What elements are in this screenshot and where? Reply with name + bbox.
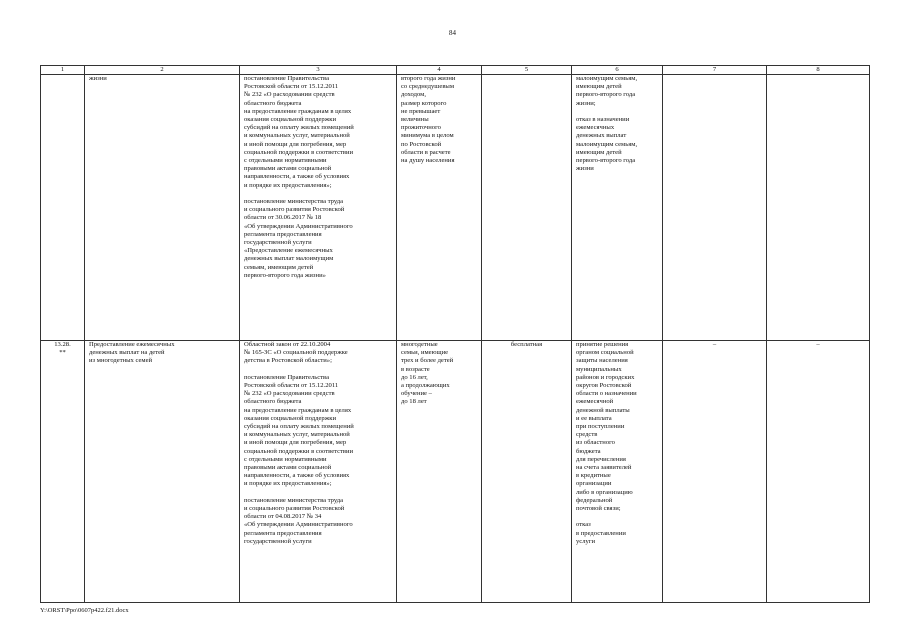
text-line: денежных выплат малоимущим: [244, 255, 334, 263]
text-line: округов Ростовской: [576, 382, 632, 390]
text-line: минимума в целом: [401, 132, 454, 140]
header-cell: 3: [240, 66, 397, 75]
text-line: субсидий на оплату жилых помещений: [244, 423, 354, 431]
text-line: на предоставление гражданам в целях: [244, 107, 352, 115]
text-line: прожиточного: [401, 124, 441, 132]
text-line: в возрасте: [401, 365, 430, 373]
text-line: «Предоставление ежемесячных: [244, 247, 333, 255]
text-line: семьям, имеющим детей: [244, 263, 314, 271]
text-line: направленности, а также об условиях: [244, 173, 350, 181]
text-line: постановление Правительства: [244, 373, 330, 381]
text-line: Областной закон от 22.10.2004: [244, 341, 331, 348]
text-line: –: [712, 341, 717, 348]
text-line: социальной поддержки в соответствии: [244, 148, 354, 156]
text-line: [576, 108, 658, 116]
text-line: для перечисления: [576, 455, 626, 463]
text-line: трех и более детей: [401, 357, 454, 365]
text-line: оказания социальной поддержки: [244, 414, 337, 422]
text-line: первого-второго года: [576, 157, 636, 165]
text-line: № 232 «О расходовании средств: [244, 390, 335, 398]
text-line: Предоставление ежемесячных: [89, 341, 175, 348]
text-line: федеральной: [576, 496, 613, 504]
text-line: «Об утверждении Административного: [244, 222, 353, 230]
text-line: принятие решения: [576, 341, 629, 348]
service-name-cell: [85, 75, 240, 341]
text-line: бесплатная: [510, 341, 543, 348]
text-line: по Ростовской: [401, 140, 442, 148]
text-line: муниципальных: [576, 365, 622, 373]
text-line: на счета заявителей: [576, 464, 632, 472]
text-line: органом социальной: [576, 349, 634, 357]
text-line: № 232 «О расходовании средств: [244, 91, 335, 99]
text-line: «Об утверждении Административного: [244, 521, 353, 529]
text-line: почтовой связи;: [576, 505, 621, 513]
text-line: оказания социальной поддержки: [244, 116, 337, 124]
text-line: первого-второго года жизни»: [244, 271, 326, 279]
page-number: 84: [449, 29, 456, 37]
text-line: правовыми актами социальной: [244, 165, 332, 173]
header-cell: 2: [85, 66, 240, 75]
text-line: регламента предоставления: [244, 529, 322, 537]
text-line: [244, 366, 392, 374]
service-name-cell: [85, 341, 240, 603]
text-line: регламента предоставления: [244, 230, 322, 238]
text-line: [244, 190, 392, 198]
col8-cell: [767, 75, 870, 341]
text-line: до 18 лет: [401, 398, 427, 406]
header-row: [41, 66, 870, 75]
text-line: жизни;: [576, 99, 596, 107]
text-line: постановление министерства труда: [244, 198, 344, 206]
text-line: организации: [576, 480, 612, 488]
col7-cell: [663, 341, 767, 603]
text-line: защиты населения: [576, 357, 628, 365]
recipients-cell: [397, 341, 482, 603]
text-line: из областного: [576, 439, 615, 447]
text-line: многодетные: [401, 341, 438, 348]
text-line: имеющим детей: [576, 148, 622, 156]
text-line: со среднедушевым: [401, 83, 455, 91]
text-line: а продолжающих: [401, 382, 450, 390]
text-line: с отдельными нормативными: [244, 157, 327, 165]
text-line: [244, 489, 392, 497]
text-line: величины: [401, 116, 429, 124]
text-line: ежемесячной: [576, 398, 614, 406]
text-line: направленности, а также об условиях: [244, 472, 350, 480]
text-line: семьи, имеющие: [401, 349, 449, 357]
text-line: не превышает: [401, 107, 441, 115]
text-line: области в расчете: [401, 148, 451, 156]
text-line: отказ: [576, 521, 591, 529]
text-line: денежных выплат на детей: [89, 349, 165, 357]
text-line: и порядке их предоставления»;: [244, 480, 332, 488]
header-cell: 4: [397, 66, 482, 75]
text-line: либо в организацию: [576, 488, 633, 496]
result-cell: [572, 75, 663, 341]
text-line: субсидий на оплату жилых помещений: [244, 124, 354, 132]
text-line: и социального развития Ростовской: [244, 505, 345, 513]
text-line: жизни: [89, 75, 107, 82]
text-line: Ростовской области от 15.12.2011: [244, 83, 339, 91]
text-line: малоимущим семьям,: [576, 140, 638, 148]
text-line: областного бюджета: [244, 398, 302, 406]
text-line: и социального развития Ростовской: [244, 206, 345, 214]
col7-cell: [663, 75, 767, 341]
header-cell: 1: [41, 66, 85, 75]
text-line: жизни: [576, 165, 594, 173]
text-line: при поступлении: [576, 423, 625, 431]
text-line: денежной выплаты: [576, 406, 630, 414]
text-line: малоимущим семьям,: [576, 75, 638, 82]
header-cell: 8: [767, 66, 870, 75]
text-line: области от 04.08.2017 № 34: [244, 513, 322, 521]
text-line: с отдельными нормативными: [244, 455, 327, 463]
result-cell: [572, 341, 663, 603]
header-cell: 7: [663, 66, 767, 75]
text-line: № 165-ЗС «О социальной поддержке: [244, 349, 348, 357]
text-line: Ростовской области от 15.12.2011: [244, 382, 339, 389]
text-line: размер которого: [401, 99, 447, 107]
text-line: и коммунальных услуг, материальной: [244, 431, 350, 439]
text-line: денежных выплат: [576, 132, 627, 140]
cost-cell: [482, 341, 572, 603]
text-line: районов и городских: [576, 373, 635, 381]
text-line: правовыми актами социальной: [244, 464, 332, 472]
text-line: **: [59, 349, 66, 357]
legal-basis-cell: [240, 341, 397, 603]
text-line: социальной поддержки в соответствии: [244, 447, 354, 455]
row-number-cell: [41, 75, 85, 341]
text-line: 13.28.: [54, 341, 71, 348]
text-line: и иной помощи для погребения, мер: [244, 439, 347, 447]
table-row: [41, 75, 870, 341]
recipients-cell: [397, 75, 482, 341]
text-line: ежемесячных: [576, 124, 615, 132]
text-line: услуги: [576, 537, 596, 545]
text-line: в предоставлении: [576, 529, 626, 537]
text-line: на душу населения: [401, 157, 455, 165]
text-line: на предоставление гражданам в целях: [244, 406, 352, 414]
text-line: [576, 513, 658, 521]
header-cell: 5: [482, 66, 572, 75]
text-line: постановление Правительства: [244, 75, 330, 82]
text-line: детства в Ростовской области»;: [244, 357, 332, 365]
text-line: –: [816, 341, 820, 348]
file-path-footer: Y:\ORST\Ppo\0607p422.f21.docx: [40, 607, 129, 614]
text-line: бюджета: [576, 447, 601, 455]
header-cell: 6: [572, 66, 663, 75]
text-line: обучение –: [401, 390, 432, 398]
text-line: области от 30.06.2017 № 18: [244, 214, 322, 222]
text-line: первого-второго года: [576, 91, 636, 99]
text-line: и ее выплата: [576, 414, 612, 422]
text-line: областного бюджета: [244, 99, 302, 107]
text-line: второго года жизни: [401, 75, 456, 82]
text-line: до 16 лет,: [401, 373, 428, 381]
text-line: и коммунальных услуг, материальной: [244, 132, 350, 140]
text-line: средств: [576, 431, 598, 439]
services-table: [40, 65, 870, 603]
text-line: доходом,: [401, 91, 426, 99]
text-line: и порядке их предоставления»;: [244, 181, 332, 189]
table-row: [41, 341, 870, 603]
text-line: государственной услуги: [244, 537, 312, 545]
text-line: области о назначении: [576, 390, 637, 398]
text-line: и иной помощи для погребения, мер: [244, 140, 347, 148]
text-line: имеющим детей: [576, 83, 622, 91]
text-line: в кредитные: [576, 472, 611, 480]
text-line: отказ в назначении: [576, 116, 630, 123]
text-line: из многодетных семей: [89, 357, 153, 365]
text-line: государственной услуги: [244, 239, 312, 247]
cost-cell: [482, 75, 572, 341]
row-number-cell: [41, 341, 85, 603]
text-line: постановление министерства труда: [244, 496, 344, 504]
col8-cell: [767, 341, 870, 603]
legal-basis-cell: [240, 75, 397, 341]
